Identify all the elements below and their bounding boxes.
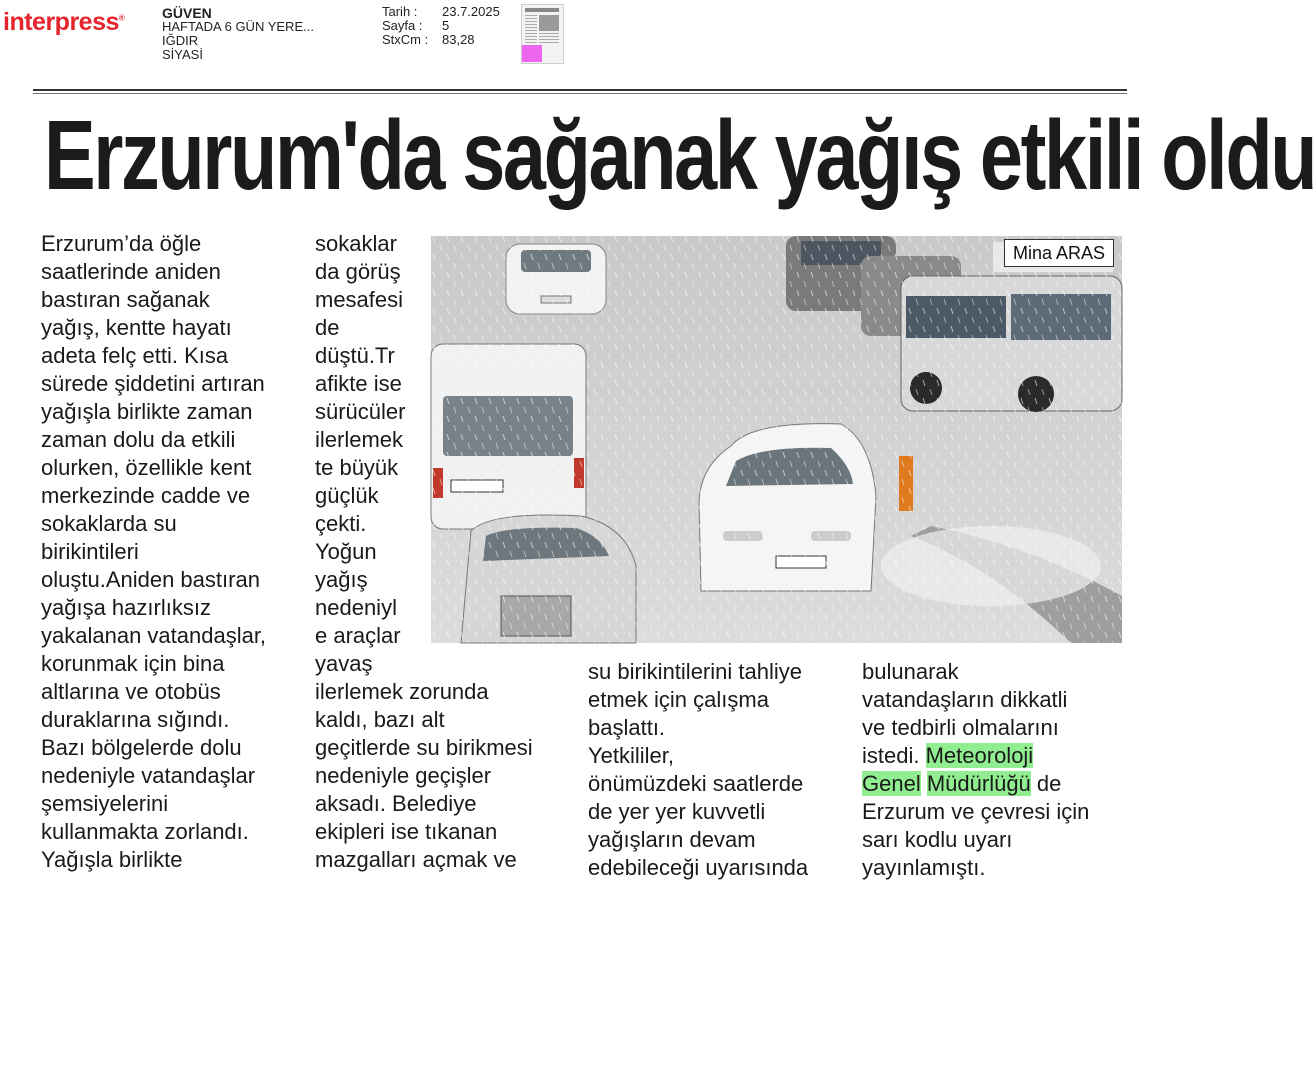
column-4-text-end: de Erzurum ve çevresi için sarı kodlu uyarı yayınlamıştı. bbox=[862, 771, 1090, 880]
stxcm-label: StxCm : bbox=[382, 32, 429, 47]
stxcm-value: 83,28 bbox=[442, 32, 475, 47]
keyword-highlight-genel: Genel bbox=[862, 771, 921, 796]
header-rule-thin bbox=[33, 93, 1127, 94]
article-headline: Erzurum'da sağanak yağış etkili oldu bbox=[44, 100, 1315, 210]
article-column-2-top: sokaklar da görüş mesafesi de düştü.Tr afikte ise sürücüler ilerlemek te büyük güçlük çekti. Yoğun yağış nedeniyl e araçlar yavaş bbox=[315, 231, 406, 676]
rainy-street-photo bbox=[431, 236, 1122, 643]
publication-city: IĞDIR bbox=[162, 33, 199, 48]
page-value: 5 bbox=[442, 18, 450, 33]
photo-credit: Mina ARAS bbox=[1004, 239, 1114, 267]
publication-name: GÜVEN bbox=[162, 5, 212, 21]
thumbnail-article-highlight bbox=[522, 45, 542, 62]
keyword-highlight-meteoroloji: Meteoroloji bbox=[925, 743, 1034, 768]
article-column-3: su birikintilerini tahliye etmek için çalışma başlattı. Yetkililer, önümüzdeki saatlerde de yer yer kuvvetli yağışların devam edebileceği uyarısında bbox=[588, 659, 809, 880]
page-label: Sayfa : bbox=[382, 18, 423, 33]
publication-frequency: HAFTADA 6 GÜN YERE... bbox=[162, 19, 314, 34]
date-value: 23.7.2025 bbox=[442, 4, 500, 19]
keyword-highlight-mudurlugu: Müdürlüğü bbox=[926, 771, 1031, 796]
clipping-details bbox=[382, 5, 500, 47]
date-label: Tarih : bbox=[382, 4, 418, 19]
article-column-2-bottom: ilerlemek zorunda kaldı, bazı alt geçitlerde su birikmesi nedeniyle geçişler aksadı. Belediye ekipleri ise tıkanan mazgalları açmak ve bbox=[315, 679, 533, 872]
interpress-logo: interpress® bbox=[3, 8, 125, 36]
page-thumbnail[interactable] bbox=[521, 4, 564, 64]
column-4-text: bulunarak vatandaşların dikkatli ve tedbirli olmalarını istedi. bbox=[862, 659, 1068, 768]
header-rule bbox=[33, 89, 1127, 91]
article-column-4 bbox=[862, 658, 1127, 882]
publication-info bbox=[162, 6, 314, 62]
article-column-1: Erzurum’da öğle saatlerinde aniden bastıran sağanak yağış, kentte hayatı adeta felç etti. Kısa sürede şiddetini artıran yağışla birlikte zaman zaman dolu da etkili olurken, özellikle kent merkezinde cadde ve sokaklarda su birikintileri oluştu.Aniden bastıran yağışa hazırlıksız yakalanan vatandaşlar, korunmak için bina altlarına ve otobüs duraklarına sığındı. Bazı bölgelerde dolu nedeniyle vatandaşlar şemsiyelerini kullanmakta zorlandı. Yağışla birlikte bbox=[41, 231, 267, 872]
article-photo bbox=[431, 236, 1122, 643]
publication-category: SİYASİ bbox=[162, 47, 203, 62]
